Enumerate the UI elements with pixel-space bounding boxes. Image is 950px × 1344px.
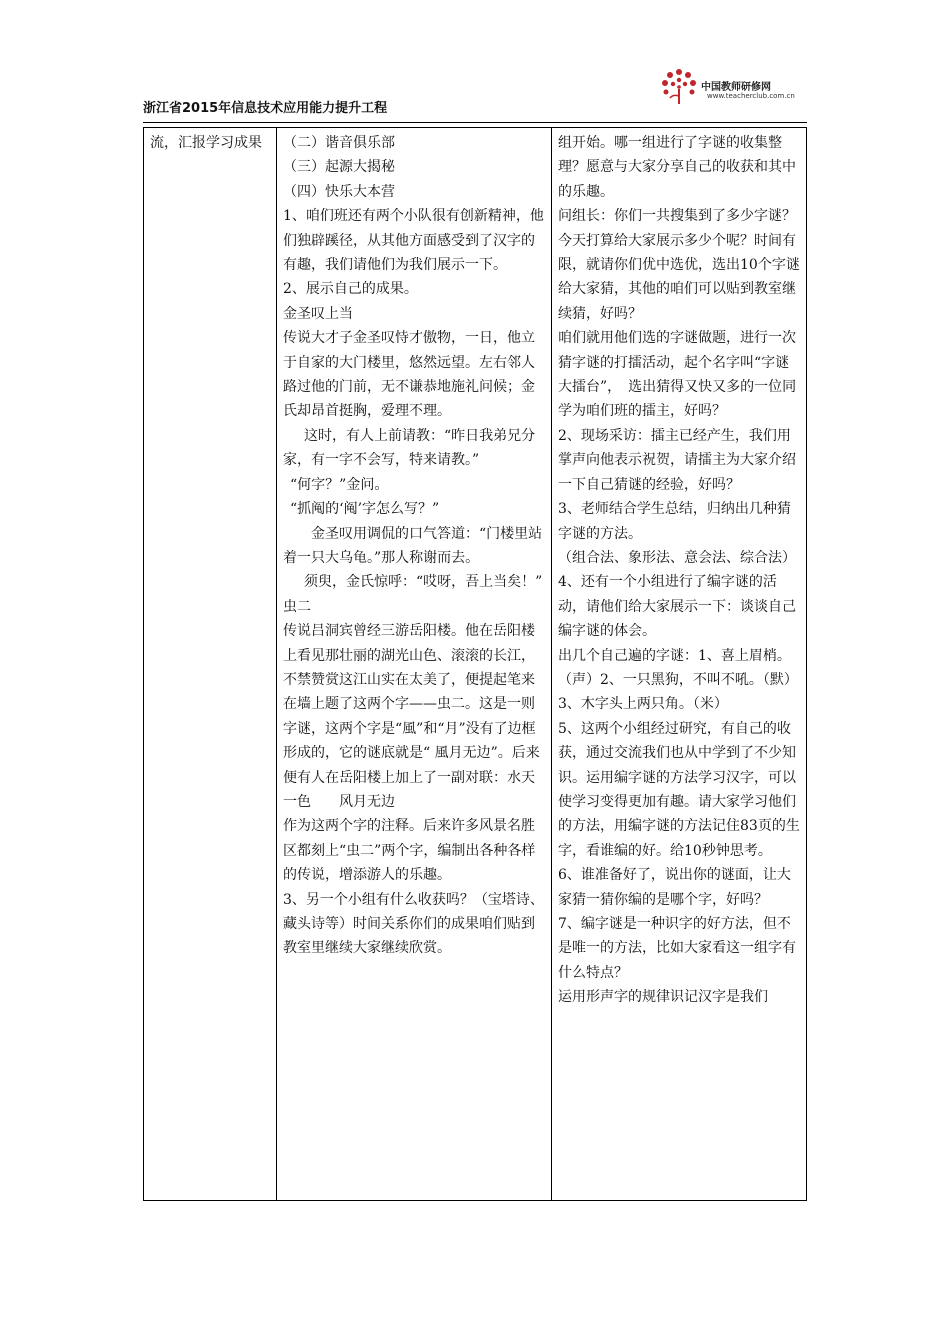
paragraph: 咱们就用他们选的字谜做题，进行一次猜字谜的打擂活动，起个名字叫“字谜大擂台”， 选出猜得又快又多的一位同学为咱们班的擂主，好吗？ — [558, 330, 797, 420]
paragraph: “何字？”金问。 — [290, 476, 389, 493]
paragraph: “抓阄的‘阄’字怎么写？” — [290, 501, 440, 518]
paragraph: 传说吕洞宾曾经三游岳阳楼。他在岳阳楼上看见那壮丽的湖光山色、滚滚的长江，不禁赞赏这江山实在太美了，便提起笔来在墙上题了这两个字——虫二。这是一则字谜，这两个字是“風”和“月”没有了边框形成的，它的谜底就是“ 風月无边”。后来便有人在岳阳楼上加上了一副对联：水天一色 风月无边 — [283, 623, 540, 810]
stage-cell — [144, 128, 277, 1201]
logo-name: 中国教师研修网 — [701, 82, 771, 93]
story-title: 金圣叹上当 — [283, 305, 353, 322]
paragraph: 运用形声字的规律识记汉字是我们 — [558, 989, 768, 1006]
paragraph: 作为这两个字的注释。后来许多风景名胜区都刻上“虫二”两个字，编制出各种各样的传说，增添游人的乐趣。 — [283, 818, 536, 884]
paragraph: 2、现场采访：擂主已经产生，我们用掌声向他表示祝贺，请擂主为大家介绍一下自己猜谜的经验，好吗？ — [558, 427, 796, 493]
paragraph: （组合法、象形法、意会法、综合法） — [558, 549, 796, 566]
logo-url: www.teacherclub.com.cn — [707, 92, 795, 100]
paragraph: 出几个自己遍的字谜：1、喜上眉梢。（声）2、一只黑狗，不叫不吼。（默） — [558, 647, 798, 688]
paragraph: 1、咱们班还有两个小队很有创新精神，他们独辟蹊径，从其他方面感受到了汉字的有趣，我们请他们为我们展示一下。 — [283, 208, 544, 274]
paragraph: 6、谁准备好了，说出你的谜面，让大家猜一猜你编的是哪个字，好吗？ — [558, 867, 791, 908]
paragraph: （二）谐音俱乐部 — [283, 135, 395, 151]
stage-label: 流，汇报学习成果 — [150, 135, 262, 151]
paragraph: 7、编字谜是一种识字的好方法，但不是唯一的方法，比如大家看这一组字有什么特点？ — [558, 916, 796, 981]
header-title: 浙江省2015年信息技术应用能力提升工程 — [143, 101, 388, 116]
lesson-table — [143, 127, 824, 1201]
paragraph: 这时，有人上前请教：“昨日我弟兄分家，有一字不会写，特来请教。” — [283, 427, 536, 469]
paragraph: （四）快乐大本营 — [283, 183, 395, 200]
page-header — [143, 60, 807, 120]
paragraph: 2、展示自己的成果。 — [283, 281, 418, 298]
paragraph: 3、老师结合学生总结，归纳出几种猜字谜的方法。 — [558, 501, 791, 542]
table-row — [144, 128, 807, 1201]
paragraph: 5、这两个小组经过研究，有自己的收获，通过交流我们也从中学到了不少知识。运用编字谜的方法学习汉字，可以使学习变得更加有趣。请大家学习他们的方法，用编字谜的方法记住83页的生字，看谁编的好。给10秒钟思考。 — [558, 720, 800, 859]
header-divider — [143, 122, 807, 123]
story-title: 虫二 — [283, 598, 311, 615]
paragraph: 金圣叹用调侃的口气答道：“门楼里站着一只大乌龟。”那人称谢而去。 — [283, 525, 543, 566]
teacher-activity-cell — [552, 128, 824, 1201]
teacherclub-logo — [657, 66, 807, 114]
paragraph: 问组长：你们一共搜集到了多少字谜？ 今天打算给大家展示多少个呢？时间有限，就请你们优中选优，选出10个字谜给大家猜，其他的咱们可以贴到教室继续猜，好吗？ — [558, 208, 824, 322]
paragraph: 3、另一个小组有什么收获吗？（宝塔诗、藏头诗等）时间关系你们的成果咱们贴到教室里继续大家继续欣赏。 — [283, 891, 544, 957]
paragraph: 3、木字头上两只角。（米） — [558, 696, 728, 713]
paragraph: 须臾，金氏惊呼：“哎呀，吾上当矣！” — [304, 574, 543, 591]
paragraph: 传说大才子金圣叹恃才傲物，一日，他立于自家的大门楼里，悠然远望。左右邻人路过他的门前，无不谦恭地施礼问候；金氏却昂首挺胸，爱理不理。 — [283, 330, 535, 420]
paragraph: 4、还有一个小组进行了编字谜的活动，请他们给大家展示一下：谈谈自己编字谜的体会。 — [558, 574, 796, 640]
paragraph: 组开始。哪一组进行了字谜的收集整理？愿意与大家分享自己的收获和其中的乐趣。 — [558, 135, 796, 200]
paragraph: （三）起源大揭秘 — [283, 159, 395, 176]
student-activity-cell — [277, 128, 552, 1201]
logo-flower-icon — [657, 66, 701, 110]
